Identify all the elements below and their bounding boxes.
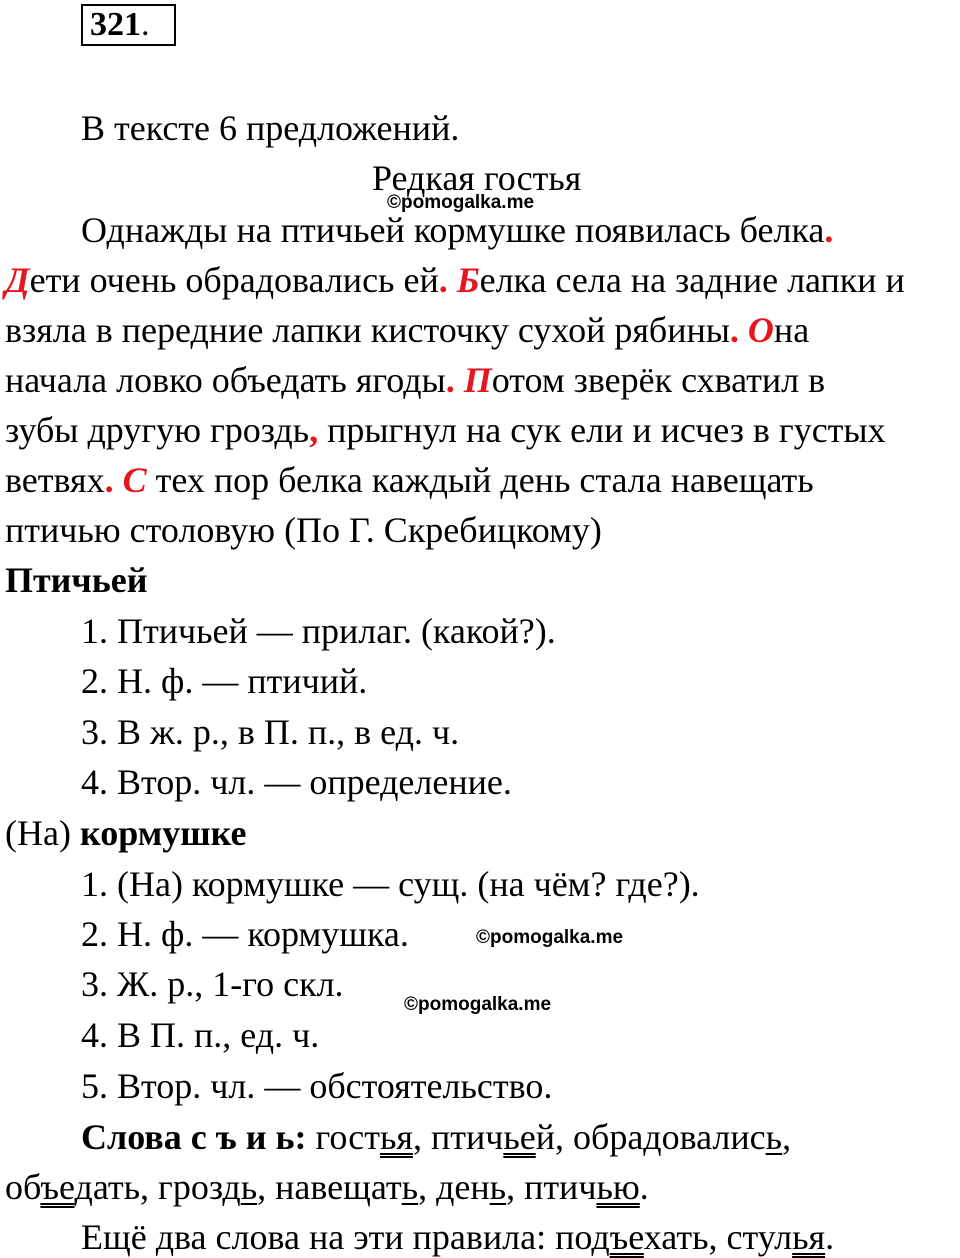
word2-item: 5. Втор. чл. — обстоятельство. (81, 1066, 553, 1106)
word1-item: 2. Н. ф. — птичий. (81, 661, 368, 701)
word1-item: 1. Птичьей — прилаг. (какой?). (81, 611, 556, 651)
watermark: ©pomogalka.me (387, 192, 535, 213)
text-line-1: Однажды на птичьей кормушке появилась белка. (81, 210, 834, 250)
text-line-5: зубы другую гроздь, прыгнул на сук ели и исчез в густых (5, 410, 886, 450)
watermark: ©pomogalka.me (476, 927, 624, 948)
word2-heading: (На) кормушке (5, 813, 247, 853)
text-line-4: начала ловко объедать ягоды. Потом зверёк схватил в (5, 360, 826, 400)
exercise-number: 321. (90, 6, 150, 43)
text-line-7: птичью столовую (По Г. Скребицкому) (5, 510, 602, 550)
word1-heading: Птичьей (5, 560, 148, 600)
intro-text: В тексте 6 предложений. (81, 108, 460, 148)
text-line-6: ветвях. С тех пор белка каждый день стала навещать (5, 460, 814, 500)
text-line-2: Дети очень обрадовались ей. Белка села на задние лапки и (5, 260, 905, 300)
signs-line-1: Слова с ъ и ь: гостья, птичьей, обрадовались, (81, 1117, 792, 1157)
signs-line-3: Ещё два слова на эти правила: подъехать, стулья. (81, 1217, 835, 1257)
watermark: ©pomogalka.me (404, 994, 552, 1015)
signs-line-2: объедать, гроздь, навещать, день, птичью. (5, 1167, 649, 1207)
word2-item: 4. В П. п., ед. ч. (81, 1015, 320, 1055)
word2-item: 1. (На) кормушке — сущ. (на чём? где?). (81, 864, 700, 904)
word2-item: 3. Ж. р., 1-го скл. (81, 964, 344, 1004)
word2-item: 2. Н. ф. — кормушка. (81, 914, 409, 954)
text-line-3: взяла в передние лапки кисточку сухой рябины. Она (5, 310, 810, 350)
word1-item: 3. В ж. р., в П. п., в ед. ч. (81, 712, 460, 752)
word1-item: 4. Втор. чл. — определение. (81, 762, 512, 802)
text-title: Редкая гостья (372, 158, 582, 198)
